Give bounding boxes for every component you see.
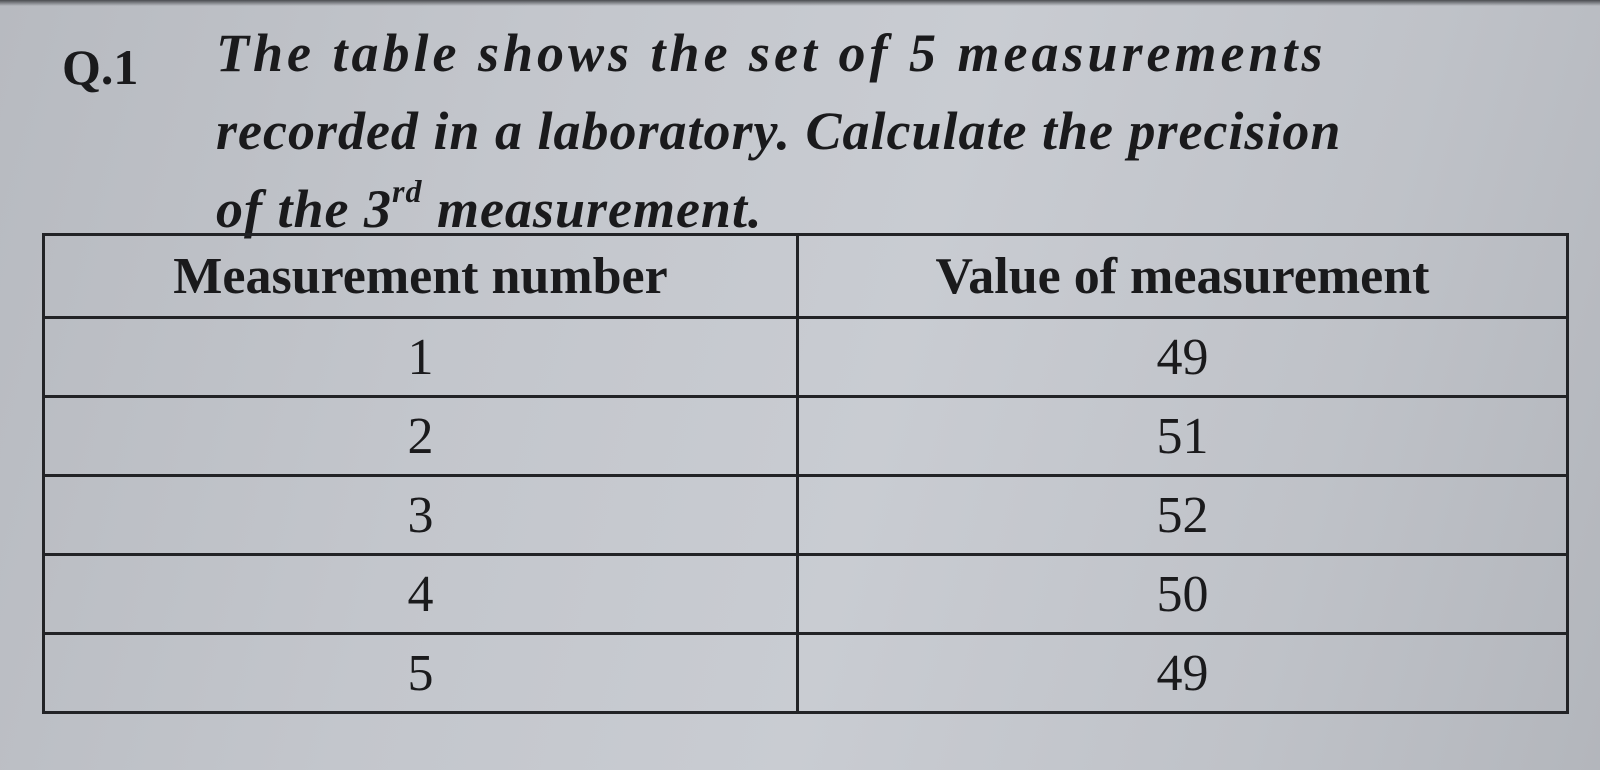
table-row bbox=[44, 397, 1568, 476]
measurements-table bbox=[42, 233, 1569, 714]
question-line-1: The table shows the set of 5 measurements bbox=[216, 23, 1327, 83]
measurement-value-cell: 49 bbox=[798, 634, 1568, 713]
measurement-number-cell: 1 bbox=[44, 318, 798, 397]
measurement-number-cell: 2 bbox=[44, 397, 798, 476]
question-text bbox=[216, 14, 1576, 248]
measurement-value-cell: 52 bbox=[798, 476, 1568, 555]
question-number: Q.1 bbox=[62, 39, 139, 95]
measurement-number-cell: 3 bbox=[44, 476, 798, 555]
question-line-3-prefix: of the 3 bbox=[216, 179, 392, 239]
table-row bbox=[44, 634, 1568, 713]
ordinal-suffix: rd bbox=[392, 173, 423, 209]
page-edge-shadow bbox=[0, 0, 1600, 6]
question-line-2: recorded in a laboratory. Calculate the precision bbox=[216, 101, 1342, 161]
table-row bbox=[44, 476, 1568, 555]
question-line-3-suffix: measurement. bbox=[422, 179, 763, 239]
table-header-row bbox=[44, 235, 1568, 318]
measurement-value-cell: 49 bbox=[798, 318, 1568, 397]
measurement-value-cell: 51 bbox=[798, 397, 1568, 476]
column-header-value-of-measurement: Value of measurement bbox=[798, 235, 1568, 318]
table-row bbox=[44, 318, 1568, 397]
measurement-number-cell: 4 bbox=[44, 555, 798, 634]
table-row bbox=[44, 555, 1568, 634]
measurement-value-cell: 50 bbox=[798, 555, 1568, 634]
column-header-measurement-number: Measurement number bbox=[44, 235, 798, 318]
measurement-number-cell: 5 bbox=[44, 634, 798, 713]
